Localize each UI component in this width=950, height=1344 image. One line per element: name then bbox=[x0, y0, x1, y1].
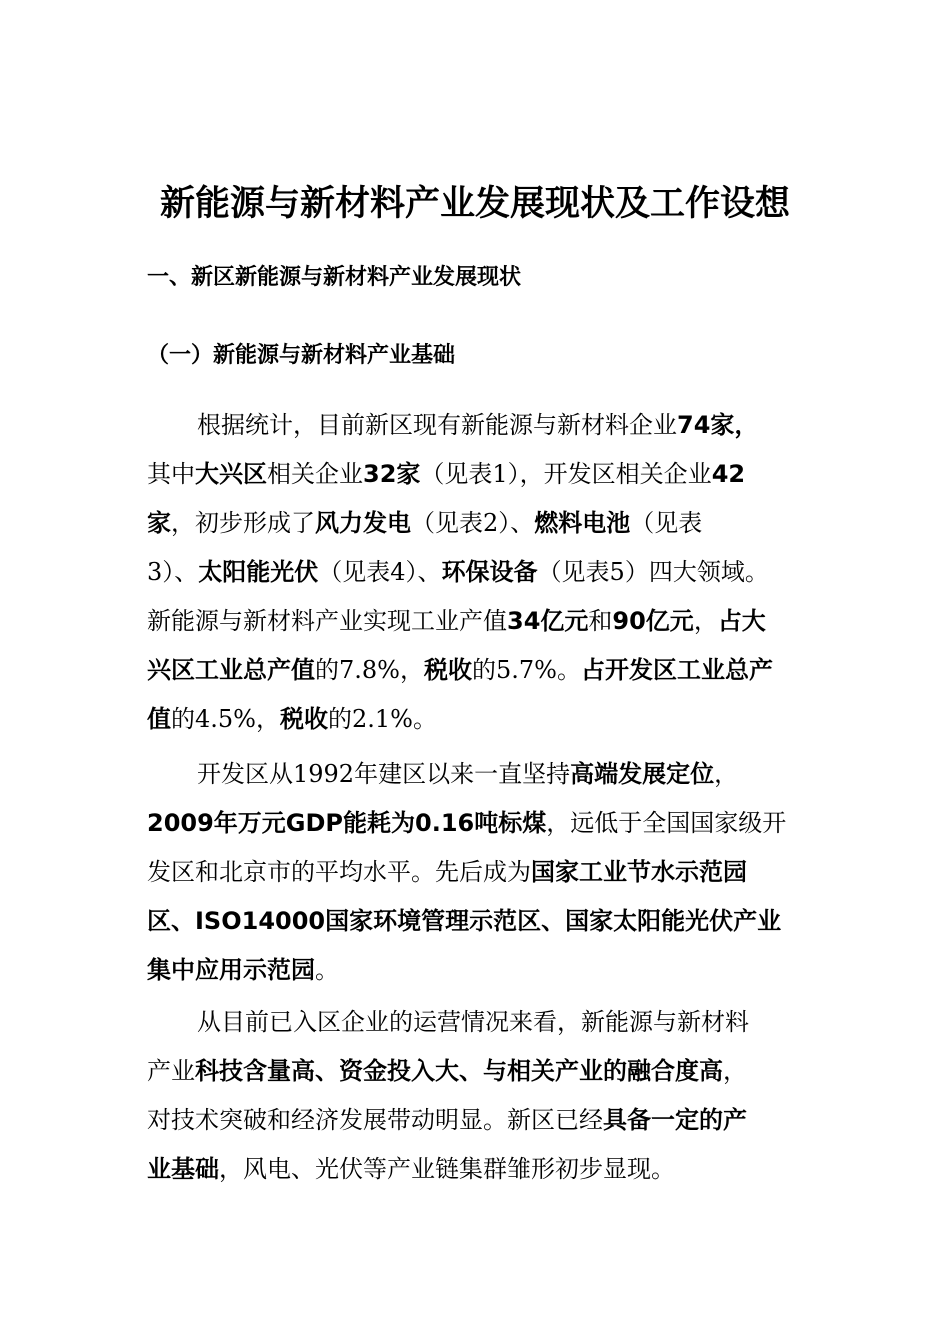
paragraph-1 bbox=[147, 401, 807, 744]
paragraph-3-line-2: 产业科技含量高、资金投入大、与相关产业的融合度高， bbox=[147, 1057, 747, 1085]
paragraph-1-line-6: 兴区工业总产值的7.8%，税收的5.7%。占开发区工业总产 bbox=[147, 656, 773, 684]
paragraph-3-line-3: 对技术突破和经济发展带动明显。新区已经具备一定的产 bbox=[147, 1106, 747, 1134]
paragraph-1-line-5: 新能源与新材料产业实现工业产值34亿元和90亿元，占大 bbox=[147, 607, 766, 635]
paragraph-3-line-4: 业基础，风电、光伏等产业链集群雏形初步显现。 bbox=[147, 1155, 675, 1183]
paragraph-3-line-1: 从目前已入区企业的运营情况来看，新能源与新材料 bbox=[197, 1008, 749, 1036]
paragraph-1-line-1: 根据统计，目前新区现有新能源与新材料企业74家， bbox=[197, 411, 759, 439]
paragraph-1-line-7: 值的4.5%，税收的2.1%。 bbox=[147, 705, 437, 733]
subsection-heading-1: （一）新能源与新材料产业基础 bbox=[147, 343, 456, 368]
paragraph-2 bbox=[147, 750, 807, 995]
paragraph-2-line-5: 集中应用示范园。 bbox=[147, 956, 339, 984]
paragraph-2-line-3: 发区和北京市的平均水平。先后成为国家工业节水示范园 bbox=[147, 858, 747, 886]
section-heading-1: 一、新区新能源与新材料产业发展现状 bbox=[147, 265, 522, 290]
paragraph-2-line-1: 开发区从1992年建区以来一直坚持高端发展定位， bbox=[197, 760, 739, 788]
paragraph-2-line-4: 区、ISO14000国家环境管理示范区、国家太阳能光伏产业 bbox=[147, 907, 782, 935]
paragraph-1-line-3: 家，初步形成了风力发电（见表2）、燃料电池（见表 bbox=[147, 509, 703, 537]
paragraph-1-line-2: 其中大兴区相关企业32家（见表1），开发区相关企业42 bbox=[147, 460, 746, 488]
paragraph-1-line-4: 3）、太阳能光伏（见表4）、环保设备（见表5）四大领域。 bbox=[147, 558, 769, 586]
document-title: 新能源与新材料产业发展现状及工作设想 bbox=[159, 183, 790, 224]
paragraph-3 bbox=[147, 998, 807, 1194]
paragraph-2-line-2: 2009年万元GDP能耗为0.16吨标煤，远低于全国国家级开 bbox=[147, 809, 787, 837]
